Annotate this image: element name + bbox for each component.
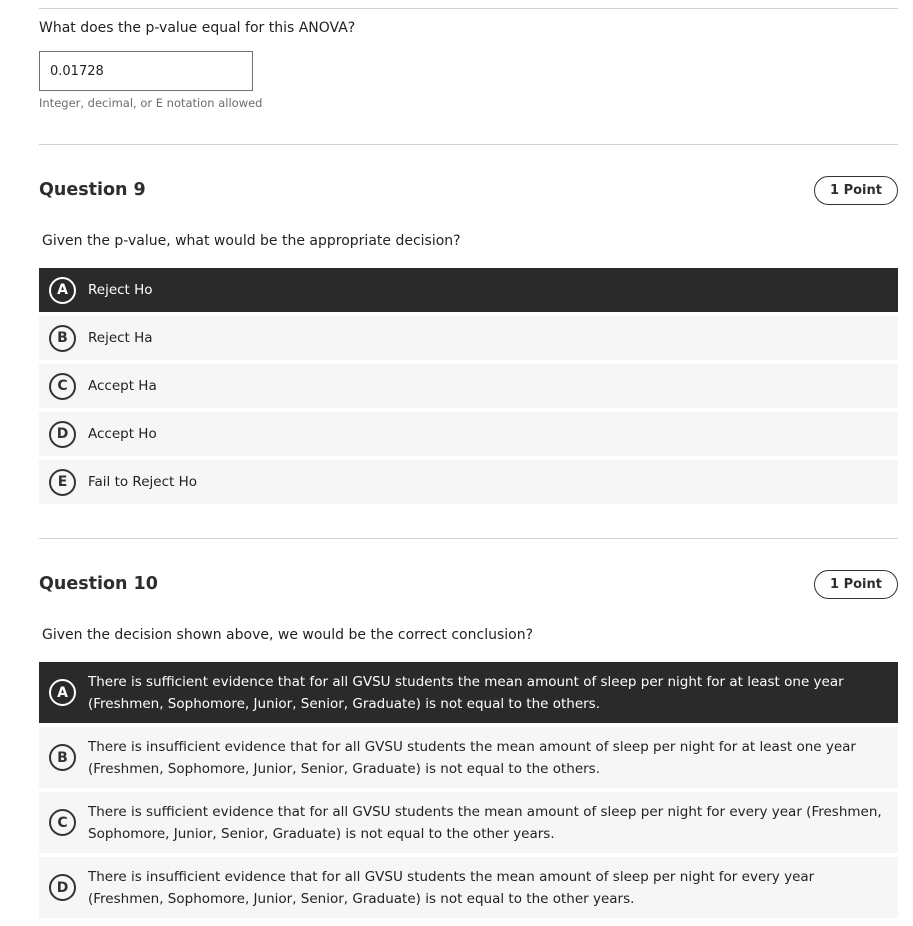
q10-choices xyxy=(39,662,898,922)
q10-choice-a[interactable] xyxy=(39,662,898,723)
q9-prompt: Given the p-value, what would be the appropriate decision? xyxy=(42,233,461,249)
q9-choice-d[interactable] xyxy=(39,412,898,456)
q10-points-badge: 1 Point xyxy=(814,570,898,599)
choice-letter-badge: A xyxy=(49,679,76,706)
choice-letter-badge: C xyxy=(49,809,76,836)
choice-letter-badge: D xyxy=(49,421,76,448)
choice-letter-badge: C xyxy=(49,373,76,400)
q10-choice-b[interactable] xyxy=(39,727,898,788)
q9-choice-e[interactable] xyxy=(39,460,898,504)
q9-choices xyxy=(39,268,898,508)
choice-text: Accept Ha xyxy=(88,378,157,394)
q10-choice-d[interactable] xyxy=(39,857,898,918)
divider-q10 xyxy=(39,538,898,539)
choice-text: There is sufficient evidence that for all GVSU students the mean amount of sleep per night for at least one year (Freshmen, Sophomore, Junior, Senior, Graduate) is not equal to the others. xyxy=(88,673,844,712)
q9-choice-c[interactable] xyxy=(39,364,898,408)
choice-letter-badge: B xyxy=(49,325,76,352)
choice-text: Fail to Reject Ho xyxy=(88,474,197,490)
q8-prompt: What does the p-value equal for this ANOVA? xyxy=(39,20,356,36)
q10-choice-c[interactable] xyxy=(39,792,898,853)
choice-text: There is insufficient evidence that for all GVSU students the mean amount of sleep per night for at least one year (Freshmen, Sophomore, Junior, Senior, Graduate) is not equal to the others. xyxy=(88,738,856,777)
q9-title: Question 9 xyxy=(39,180,146,200)
q10-title: Question 10 xyxy=(39,574,158,594)
divider-top xyxy=(39,8,898,9)
q9-choice-a[interactable] xyxy=(39,268,898,312)
choice-text: There is insufficient evidence that for all GVSU students the mean amount of sleep per night for every year (Freshmen, Sophomore, Junior, Senior, Graduate) is not equal to the other years. xyxy=(88,868,815,907)
choice-letter-badge: E xyxy=(49,469,76,496)
q9-points-badge: 1 Point xyxy=(814,176,898,205)
input-hint: Integer, decimal, or E notation allowed xyxy=(39,96,263,110)
q9-choice-b[interactable] xyxy=(39,316,898,360)
choice-letter-badge: D xyxy=(49,874,76,901)
divider-q9 xyxy=(39,144,898,145)
choice-text: Reject Ho xyxy=(88,282,153,298)
p-value-input[interactable] xyxy=(39,51,253,91)
choice-text: Reject Ha xyxy=(88,330,153,346)
choice-letter-badge: B xyxy=(49,744,76,771)
choice-text: There is sufficient evidence that for all GVSU students the mean amount of sleep per night for every year (Freshmen, Sophomore, Junior, Senior, Graduate) is not equal to the other years. xyxy=(88,803,882,842)
q10-prompt: Given the decision shown above, we would be the correct conclusion? xyxy=(42,627,534,643)
choice-text: Accept Ho xyxy=(88,426,157,442)
choice-letter-badge: A xyxy=(49,277,76,304)
